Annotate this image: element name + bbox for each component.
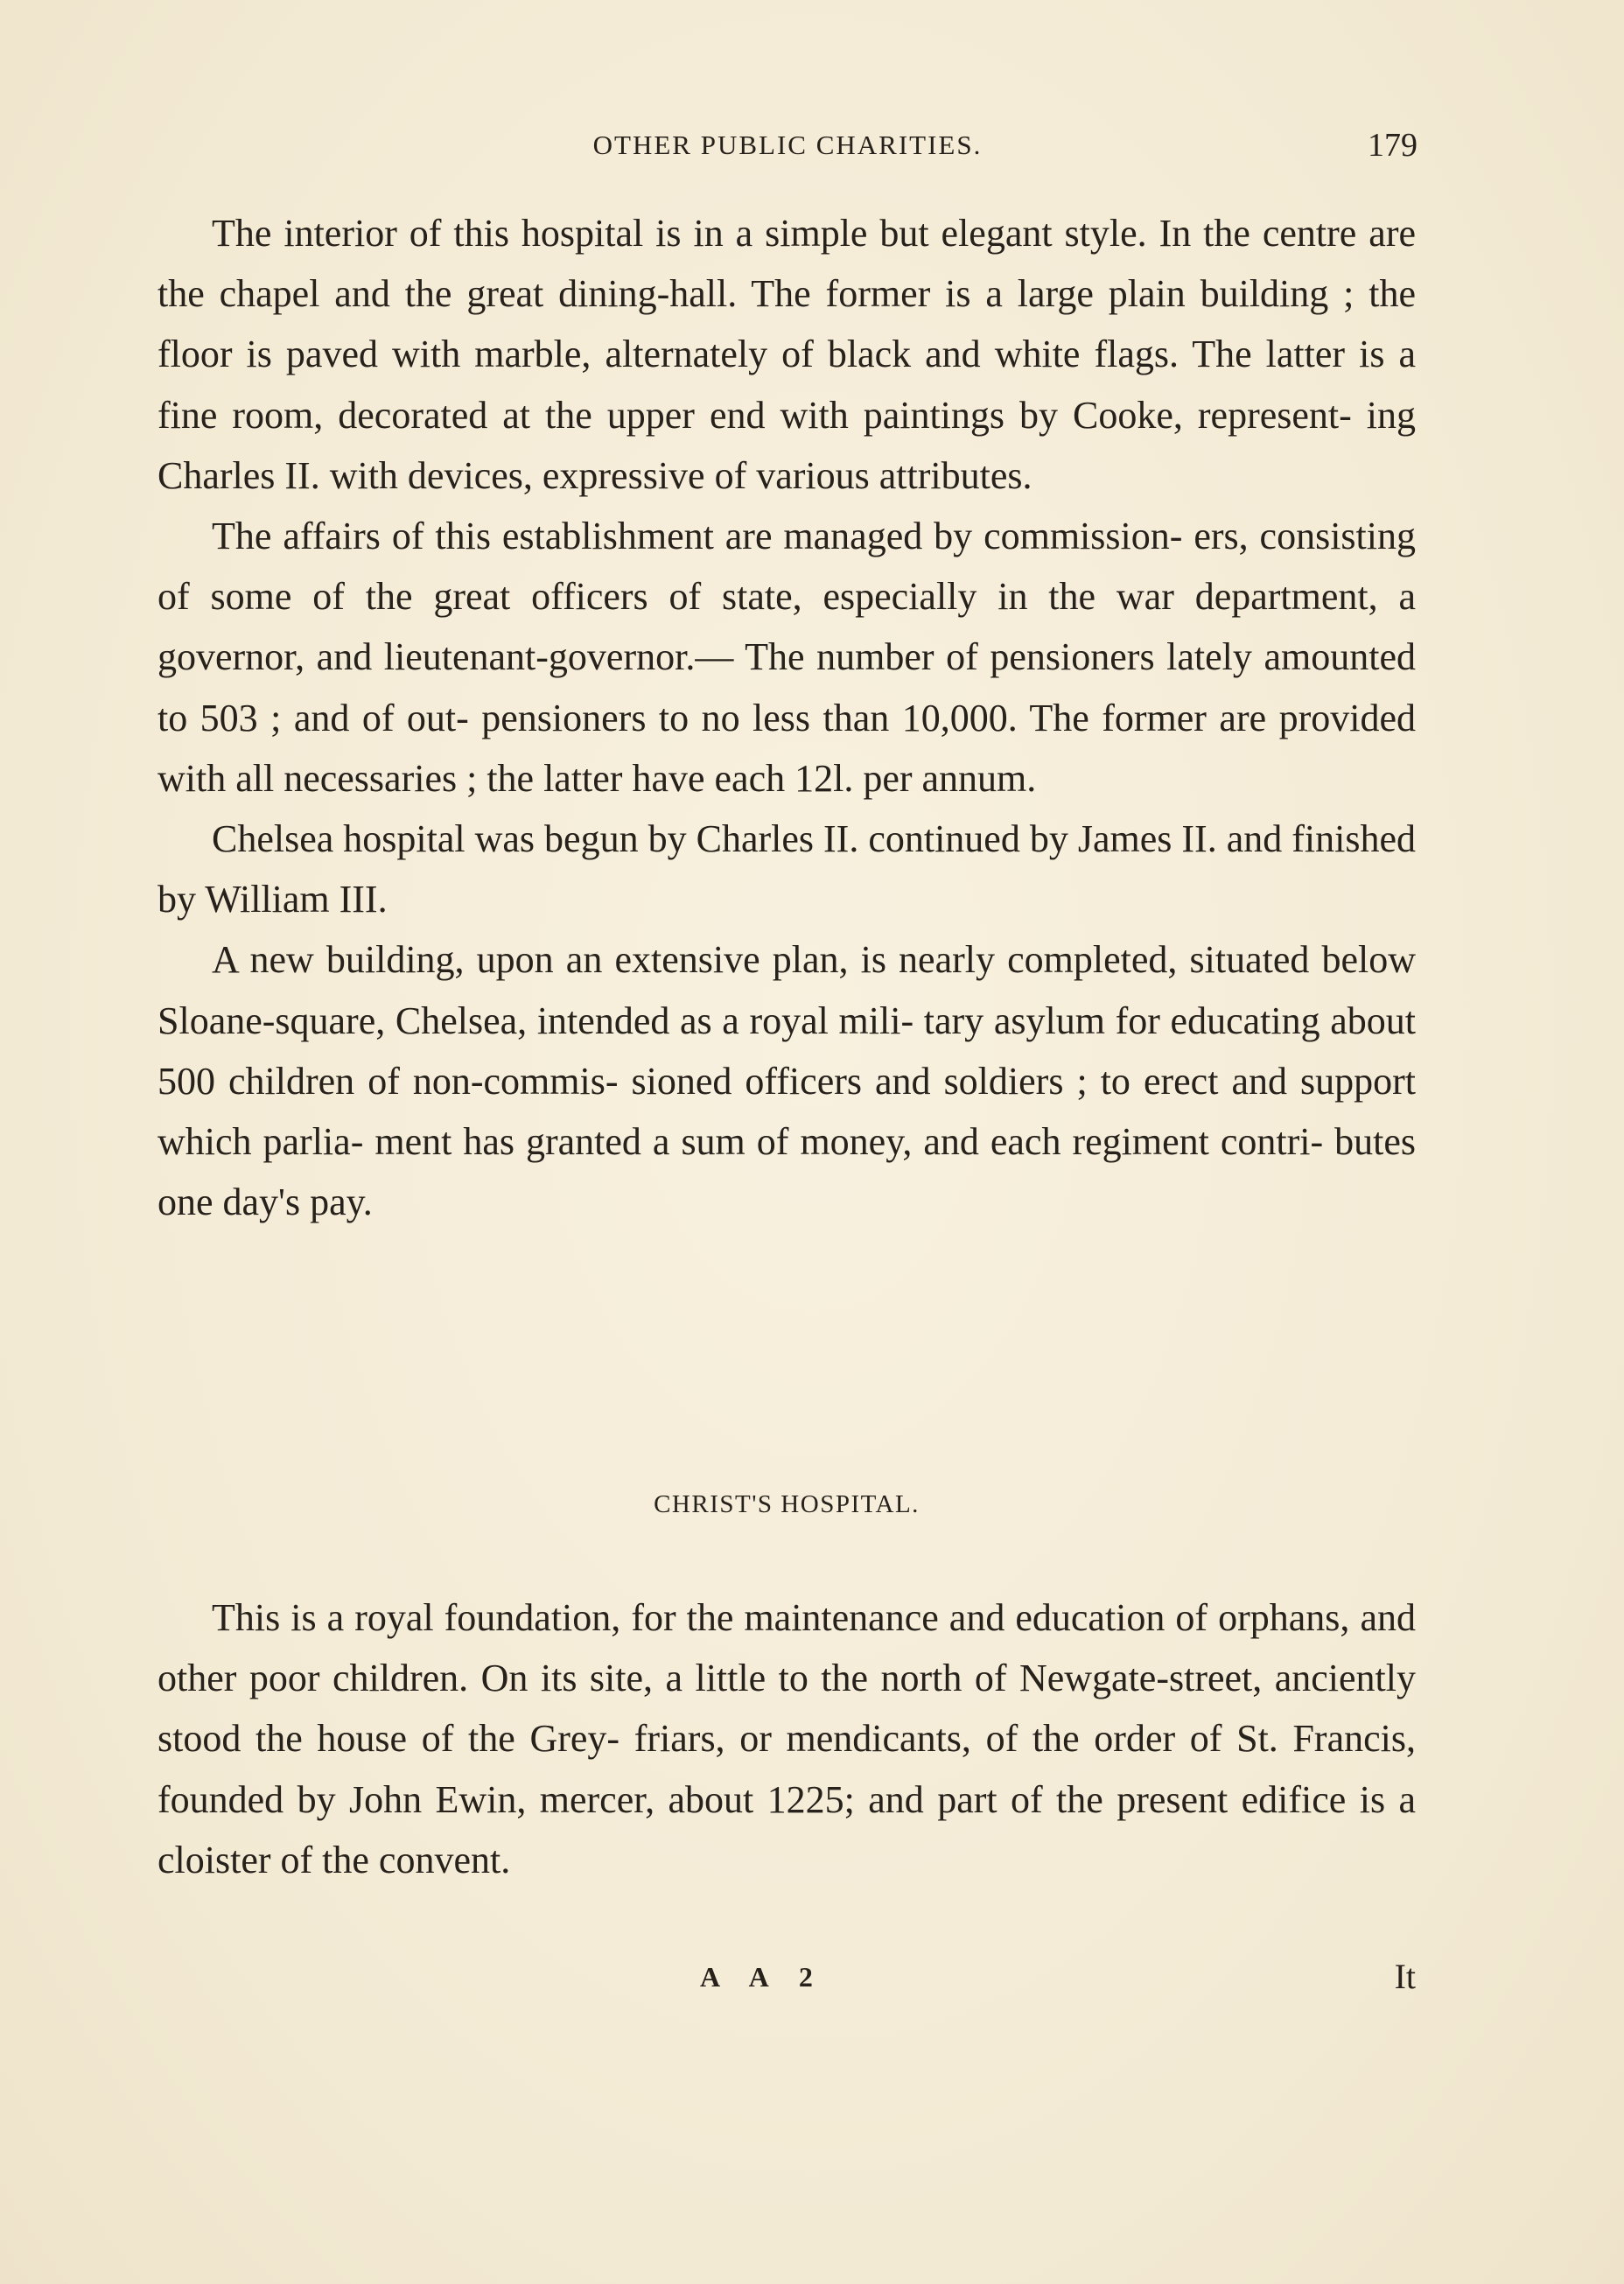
page-number: 179 bbox=[1368, 127, 1418, 164]
section-body-christs-hospital bbox=[158, 1587, 1416, 1890]
signature-mark: A A 2 bbox=[700, 1961, 825, 1993]
paragraph: The interior of this hospital is in a simple but elegant style. In the centre are the chapel and the great dining-hall. The former is a large plain building ; the floor is paved with marble, alternately of black and white flags. The latter is a fine room, decorated at the upper end with paintings by Cooke, represent- ing Charles II. with devices, expressive of various attributes. bbox=[158, 212, 1416, 497]
paragraph: Chelsea hospital was begun by Charles II. continued by James II. and finished by William III. bbox=[158, 817, 1416, 921]
section-heading: CHRIST'S HOSPITAL. bbox=[654, 1490, 920, 1518]
section-body-chelsea bbox=[158, 203, 1416, 1232]
paragraph: A new building, upon an extensive plan, is nearly completed, situated below Sloane-square, Chelsea, intended as a royal mili- tary asylum for educating about 500 children of non-commis- sioned officers and soldiers ; to erect and support which parlia- ment has granted a sum of money, and each regiment contri- butes one day's pay. bbox=[158, 938, 1416, 1224]
catchword: It bbox=[1394, 1957, 1416, 1996]
paragraph: This is a royal foundation, for the maintenance and education of orphans, and other poor children. On its site, a little to the north of Newgate-street, anciently stood the house of the Grey- friars, or mendicants, of the order of St. Francis, founded by John Ewin, mercer, about 1225; and part of the present edifice is a cloister of the convent. bbox=[158, 1596, 1416, 1881]
page-footer bbox=[158, 1956, 1416, 2008]
running-head bbox=[158, 123, 1418, 175]
paragraph: The affairs of this establishment are managed by commission- ers, consisting of some of the great officers of state, especially in the war department, a governor, and lieutenant-governor.— The number of pensioners lately amounted to 503 ; and of out- pensioners to no less than 10,000. The former are provided with all necessaries ; the latter have each 12l. per annum. bbox=[158, 515, 1416, 800]
running-title: OTHER PUBLIC CHARITIES. bbox=[592, 130, 983, 160]
